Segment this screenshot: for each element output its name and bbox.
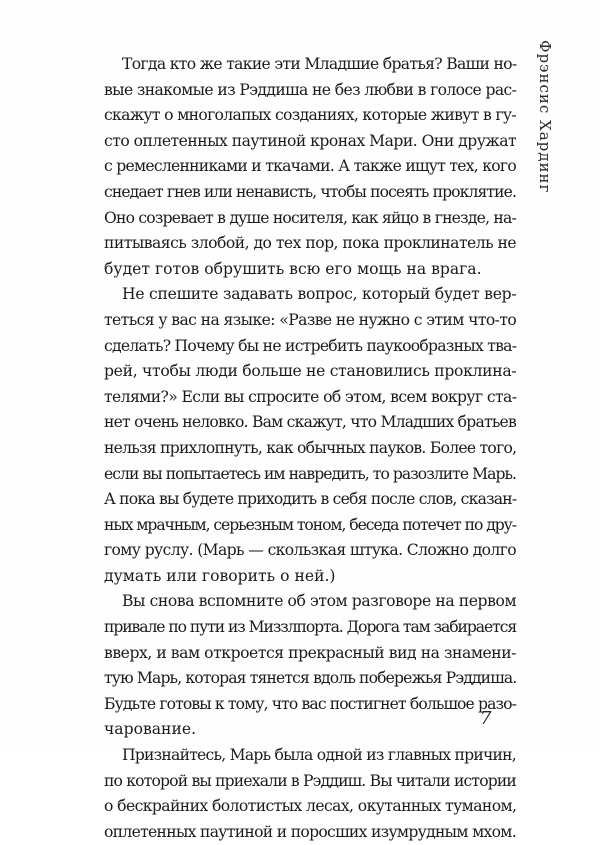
- text-line: сделать? Почему бы не истребить паукообразных тва-: [104, 336, 517, 355]
- text-line: Будьте готовы к тому, что вас постигнет большое разо-: [104, 694, 516, 713]
- text-line: привале по пути из Миззлпорта. Дорога там забирается: [104, 618, 517, 637]
- text-line: питываясь злобой, до тех пор, пока проклинатель не: [104, 234, 517, 253]
- text-line: Признайтесь, Марь была одной из главных причин,: [122, 746, 516, 765]
- text-line: скажут о многолапых созданиях, которые живут в гу-: [104, 106, 516, 125]
- text-line: теться у вас на языке: «Разве не нужно с этим что-то: [104, 310, 517, 329]
- text-line: ных мрачным, серьезным тоном, беседа потечет по дру-: [104, 515, 516, 534]
- text-line: будет готов обрушить всю его мощь на врага.: [104, 259, 482, 278]
- text-line: А пока вы будете приходить в себя после слов, сказан-: [104, 490, 517, 509]
- text-line: чарование.: [104, 720, 197, 739]
- text-line: нельзя прихлопнуть, как обычных пауков. Более того,: [104, 438, 517, 457]
- text-line: оплетенных паутиной и поросших изумрудным мхом.: [104, 822, 516, 841]
- text-line: думать или говорить о ней.): [104, 566, 336, 585]
- text-line: гому руслу. (Марь — скользкая штука. Сложно долго: [104, 541, 516, 560]
- text-line: рей, чтобы люди больше не становились проклина-: [104, 362, 517, 381]
- paragraph-1: [104, 52, 516, 282]
- text-line: если вы попытаетесь им навредить, то разозлите Марь.: [104, 464, 516, 483]
- paragraph-2: [104, 282, 516, 589]
- text-line: с ремесленниками и ткачами. А также ищут тех, кого: [104, 157, 516, 176]
- text-line: телями?» Если вы спросите об этом, всем вокруг ста-: [104, 387, 517, 406]
- paragraph-3: [104, 589, 516, 743]
- page-number: 7: [480, 708, 492, 729]
- text-line: нет очень неловко. Вам скажут, что Младших братьев: [104, 413, 516, 432]
- paragraph-4: [104, 743, 516, 845]
- running-head-author: Фрэнсис Хардинг: [536, 40, 554, 194]
- text-line: Оно созревает в душе носителя, как яйцо в гнезде, на-: [104, 208, 516, 227]
- text-line: по которой вы приехали в Рэддиш. Вы читали истории: [104, 771, 516, 790]
- text-line: Вы снова вспомните об этом разговоре на первом: [122, 592, 517, 611]
- text-line: тую Марь, которая тянется вдоль побережья Рэддиша.: [104, 669, 517, 688]
- body-text: [104, 52, 516, 845]
- text-line: о бескрайних болотистых лесах, окутанных туманом,: [104, 797, 517, 816]
- text-line: Не спешите задавать вопрос, который будет вер-: [122, 285, 517, 304]
- text-line: Тогда кто же такие эти Младшие братья? Ваши но-: [122, 55, 517, 73]
- text-line: вые знакомые из Рэддиша не без любви в голосе рас-: [104, 80, 517, 99]
- text-line: сто оплетенных паутиной кронах Мари. Они дружат: [104, 131, 517, 150]
- text-line: снедает гнев или ненависть, чтобы посеять проклятие.: [104, 182, 516, 201]
- text-line: вверх, и вам откроется прекрасный вид на знамени-: [104, 643, 517, 662]
